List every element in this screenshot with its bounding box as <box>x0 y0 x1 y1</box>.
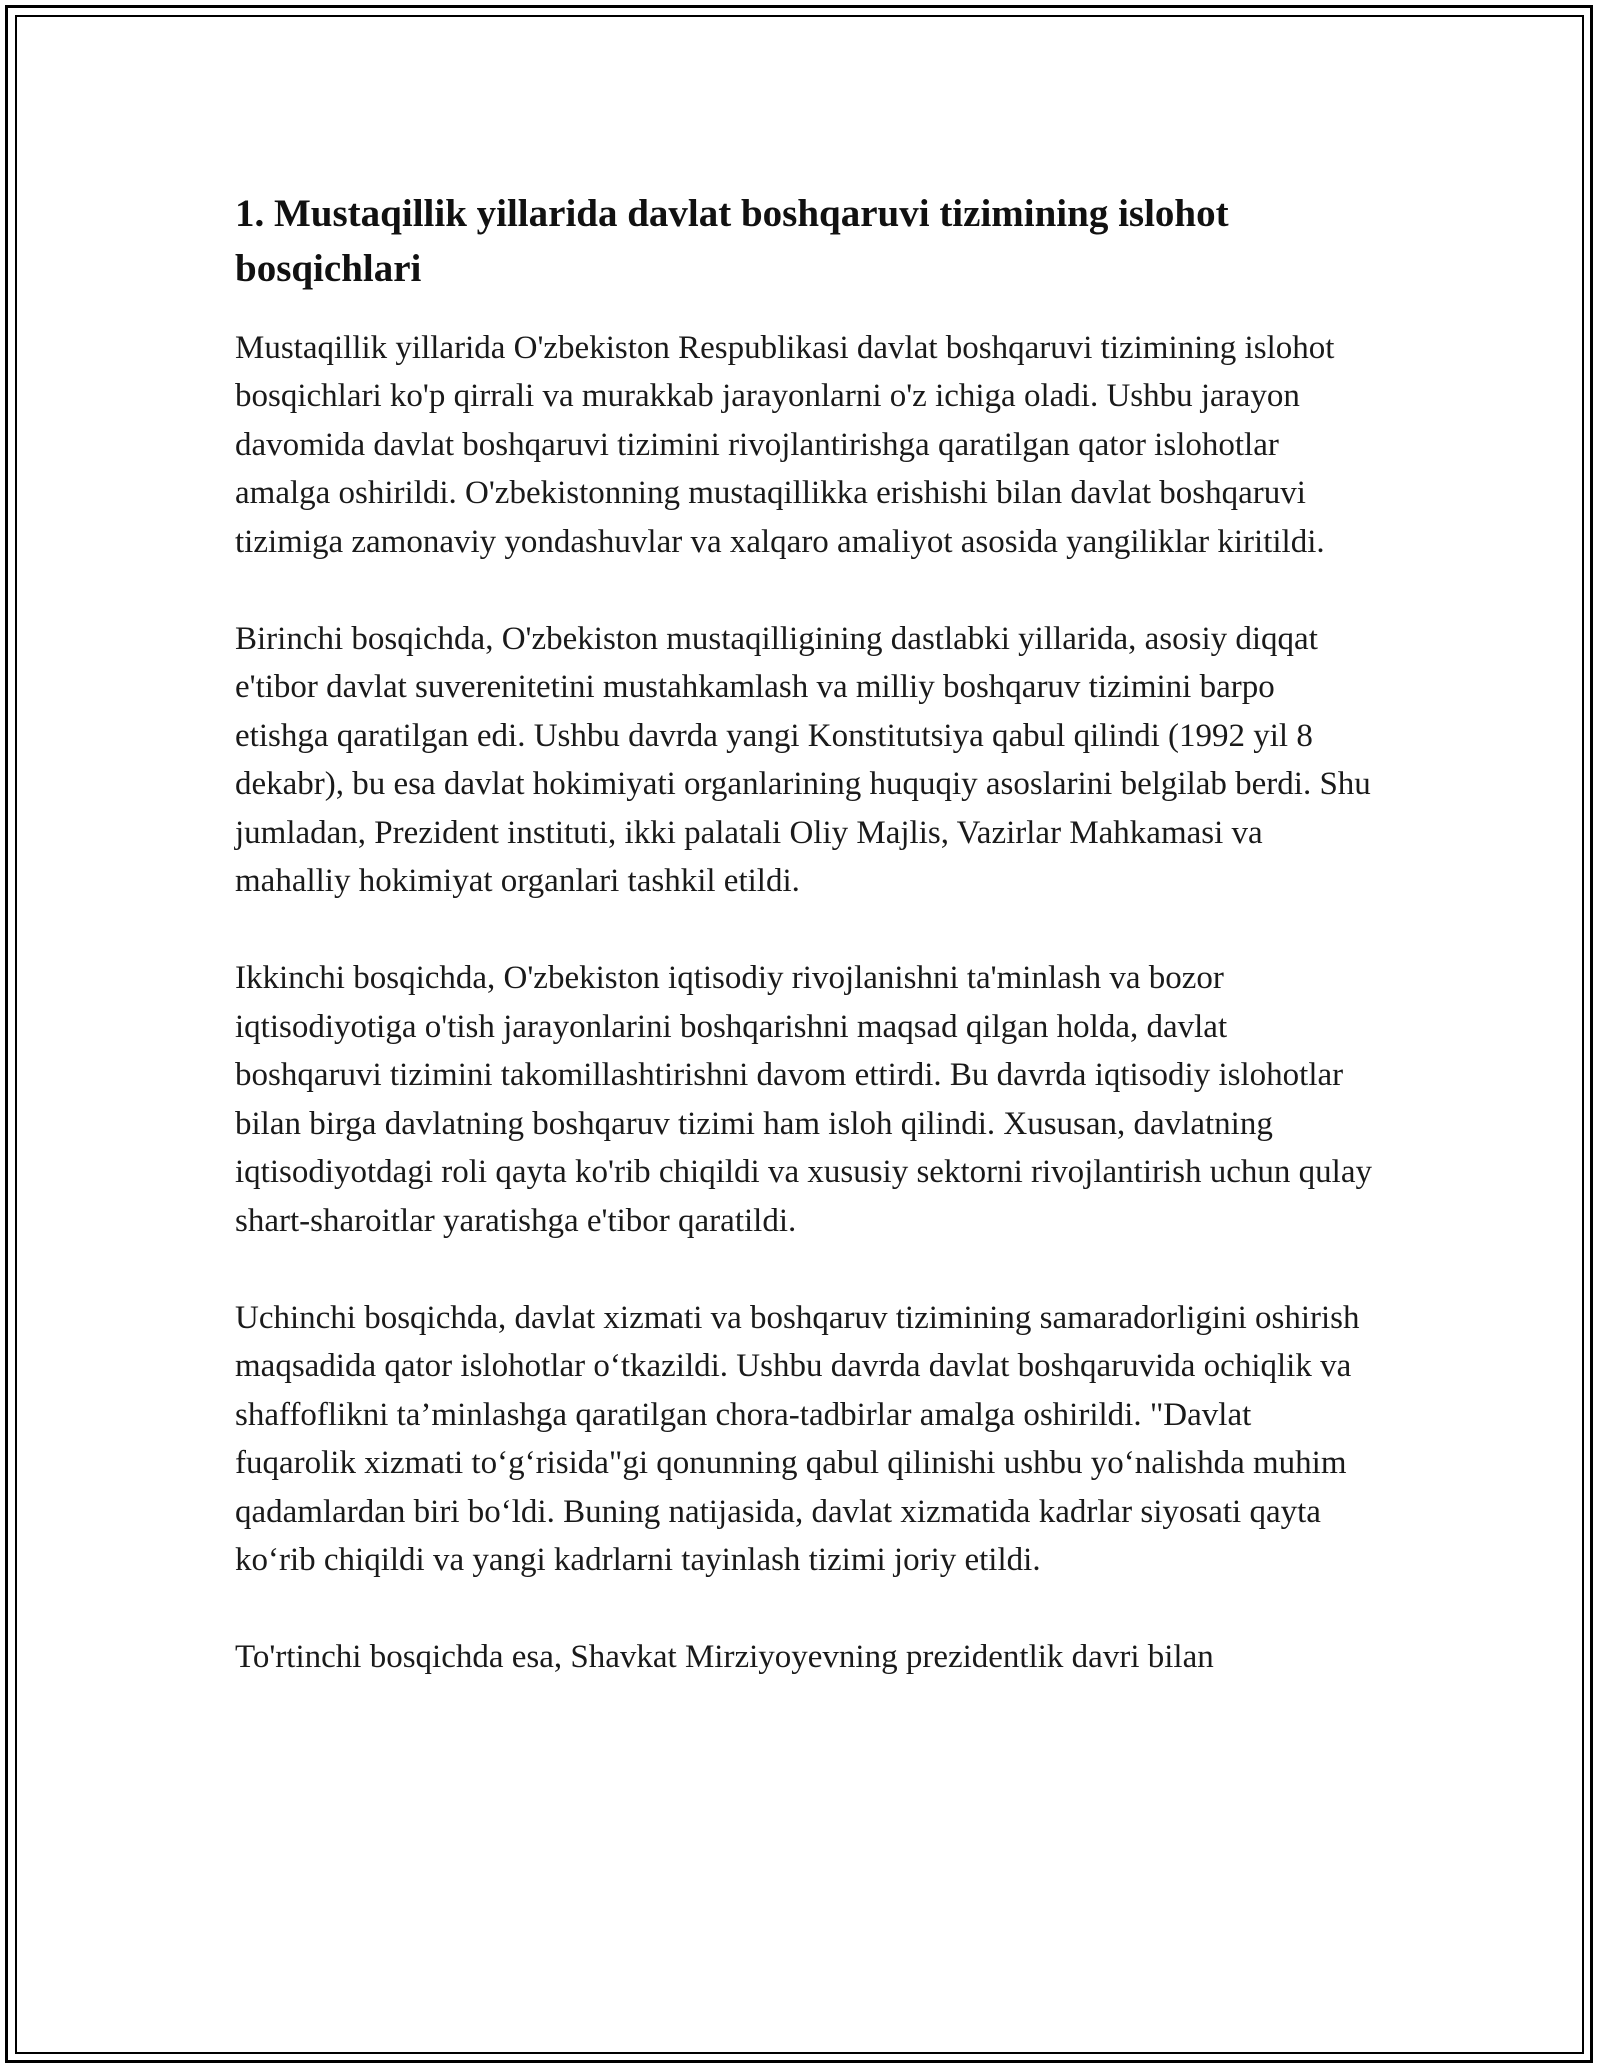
paragraph-stage-four: To'rtinchi bosqichda esa, Shavkat Mirziyoyevning prezidentlik davri bilan <box>235 1639 1214 1676</box>
paragraph-stage-one: Birinchi bosqichda, O'zbekiston mustaqilligining dastlabki yillarida, asosiy diqqat e'tibor davlat suverenitetini mustahkamlash va milliy boshqaruv tizimini barpo etishga qaratilgan edi. Ushbu davrda yangi Konstitutsiya qabul qilindi (1992 yil 8 dekabr), bu esa davlat hokimiyati organlarining huquqiy asoslarini belgilab berdi. Shu jumladan, Prezident instituti, ikki palatali Oliy Majlis, Vazirlar Mahkamasi va mahalliy hokimiyat organlari tashkil etildi. <box>235 621 1371 900</box>
paragraph-stage-three: Uchinchi bosqichda, davlat xizmati va boshqaruv tizimining samaradorligini oshirish maqsadida qator islohotlar o‘tkazildi. Ushbu davrda davlat boshqaruvida ochiqlik va shaffoflikni ta’minlashga qaratilgan chora-tadbirlar amalga oshirildi. "Davlat fuqarolik xizmati to‘g‘risida"gi qonunning qabul qilinishi ushbu yo‘nalishda muhim qadamlardan biri bo‘ldi. Buning natijasida, davlat xizmatida kadrlar siyosati qayta ko‘rib chiqildi va yangi kadrlarni tayinlash tizimi joriy etildi. <box>235 1299 1360 1578</box>
document-heading: 1. Mustaqillik yillarida davlat boshqaruvi tizimining islohot bosqichlari <box>235 192 1229 290</box>
document-body <box>235 186 1375 1731</box>
paragraph-intro: Mustaqillik yillarida O'zbekiston Respublikasi davlat boshqaruvi tizimining islohot bosqichlari ko'p qirrali va murakkab jarayonlarni o'z ichiga oladi. Ushbu jarayon davomida davlat boshqaruvi tizimini rivojlantirishga qaratilgan qator islohotlar amalga oshirildi. O'zbekistonning mustaqillikka erishishi bilan davlat boshqaruvi tizimiga zamonaviy yondashuvlar va xalqaro amaliyot asosida yangiliklar kiritildi. <box>235 330 1335 560</box>
paragraph-stage-two: Ikkinchi bosqichda, O'zbekiston iqtisodiy rivojlanishni ta'minlash va bozor iqtisodiyotiga o'tish jarayonlarini boshqarishni maqsad qilgan holda, davlat boshqaruvi tizimini takomillashtirishni davom ettirdi. Bu davrda iqtisodiy islohotlar bilan birga davlatning boshqaruv tizimi ham isloh qilindi. Xususan, davlatning iqtisodiyotdagi roli qayta ko'rib chiqildi va xususiy sektorni rivojlantirish uchun qulay shart-sharoitlar yaratishga e'tibor qaratildi. <box>235 960 1372 1239</box>
